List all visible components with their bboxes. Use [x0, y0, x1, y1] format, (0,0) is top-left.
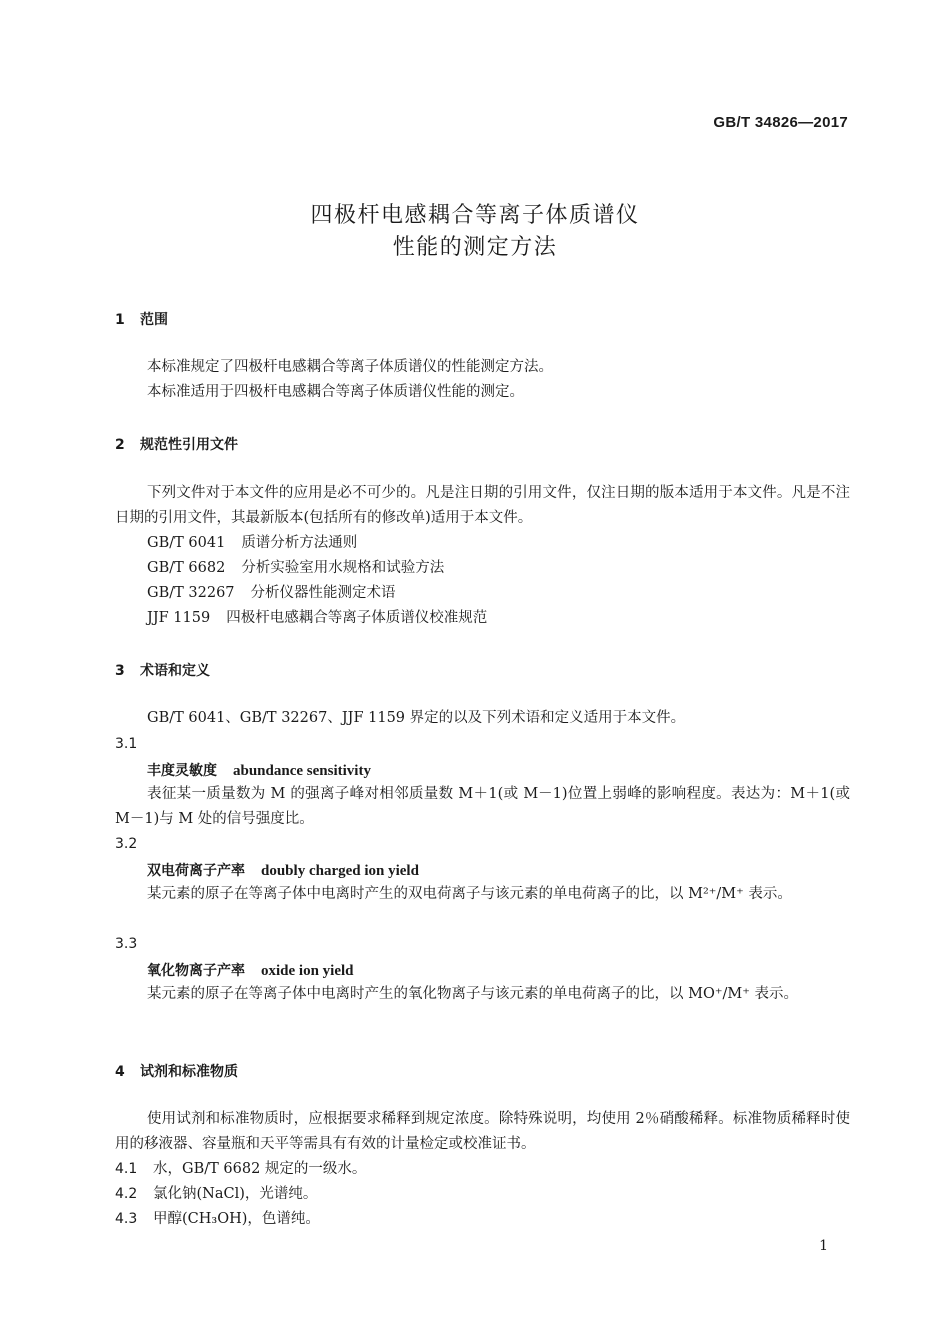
reference-code: JJF 1159 — [147, 610, 211, 626]
term-zh: 双电荷离子产率 — [147, 863, 245, 879]
reference-title: 质谱分析方法通则 — [241, 535, 358, 551]
section-2-intro: 下列文件对于本文件的应用是必不可少的。凡是注日期的引用文件，仅注日期的版本适用于本文件。凡是不注日期的引用文件，其最新版本(包括所有的修改单)适用于本文件。 — [115, 485, 850, 526]
term-zh: 丰度灵敏度 — [147, 763, 217, 779]
reference-item — [147, 531, 357, 556]
section-title: 试剂和标准物质 — [140, 1064, 238, 1080]
term-number: 3.2 — [115, 836, 138, 852]
reference-code: GB/T 6682 — [147, 560, 226, 576]
reagent-item — [115, 1182, 317, 1207]
reference-code: GB/T 6041 — [147, 535, 226, 551]
section-3-intro: GB/T 6041、GB/T 32267、JJF 1159 界定的以及下列术语和定义适用于本文件。 — [147, 710, 686, 726]
term-en: oxide ion yield — [261, 963, 354, 979]
term-number: 3.3 — [115, 936, 138, 952]
reference-item — [147, 581, 396, 606]
section-3-heading — [115, 660, 210, 680]
section-title: 范围 — [140, 312, 168, 328]
term-heading — [147, 760, 371, 780]
reference-title: 分析实验室用水规格和试验方法 — [241, 560, 445, 576]
reference-code: GB/T 32267 — [147, 585, 235, 601]
section-number: 4 — [115, 1064, 125, 1080]
term-definition: 某元素的原子在等离子体中电离时产生的双电荷离子与该元素的单电荷离子的比，以 M²⁺/M⁺ 表示。 — [147, 886, 792, 902]
reference-title: 四极杆电感耦合等离子体质谱仪校准规范 — [226, 610, 488, 626]
reference-title: 分析仪器性能测定术语 — [250, 585, 396, 601]
section-number: 1 — [115, 312, 125, 328]
term-number: 3.1 — [115, 736, 138, 752]
section-4-intro: 使用试剂和标准物质时，应根据要求稀释到规定浓度。除特殊说明，均使用 2％硝酸稀释。标准物质稀释时使用的移液器、容量瓶和天平等需具有有效的计量检定或校准证书。 — [115, 1111, 850, 1152]
standard-code: GB/T 34826—2017 — [713, 114, 848, 131]
section-title: 术语和定义 — [140, 663, 210, 679]
page-number: 1 — [819, 1238, 828, 1254]
item-number: 4.1 — [115, 1161, 138, 1177]
section-title: 规范性引用文件 — [140, 437, 238, 453]
section-4-heading — [115, 1061, 238, 1081]
section-1-paragraph-1: 本标准规定了四极杆电感耦合等离子体质谱仪的性能测定方法。 — [147, 359, 553, 375]
reagent-item — [115, 1207, 320, 1232]
section-number: 2 — [115, 437, 125, 453]
item-number: 4.2 — [115, 1186, 138, 1202]
reference-item — [147, 556, 444, 581]
term-definition: 某元素的原子在等离子体中电离时产生的氧化物离子与该元素的单电荷离子的比，以 MO⁺/M⁺ 表示。 — [147, 986, 798, 1002]
document-title-line2: 性能的测定方法 — [392, 235, 558, 260]
term-en: abundance sensitivity — [233, 763, 371, 779]
section-number: 3 — [115, 663, 125, 679]
term-zh: 氧化物离子产率 — [147, 963, 245, 979]
item-text: 氯化钠(NaCl)，光谱纯。 — [153, 1186, 318, 1202]
section-2-heading — [115, 434, 238, 454]
reference-item — [147, 606, 487, 631]
item-number: 4.3 — [115, 1211, 138, 1227]
section-1-heading — [115, 309, 168, 329]
document-title-line1: 四极杆电感耦合等离子体质谱仪 — [310, 203, 640, 228]
term-definition: 表征某一质量数为 M 的强离子峰对相邻质量数 M＋1(或 M－1)位置上弱峰的影响程度。表达为：M＋1(或 M－1)与 M 处的信号强度比。 — [115, 786, 850, 827]
term-heading — [147, 960, 354, 980]
term-en: doubly charged ion yield — [261, 863, 419, 879]
reagent-item — [115, 1157, 366, 1182]
section-1-paragraph-2: 本标准适用于四极杆电感耦合等离子体质谱仪性能的测定。 — [147, 384, 524, 400]
item-text: 甲醇(CH₃OH)，色谱纯。 — [153, 1211, 320, 1227]
item-text: 水，GB/T 6682 规定的一级水。 — [153, 1161, 367, 1177]
term-heading — [147, 860, 419, 880]
